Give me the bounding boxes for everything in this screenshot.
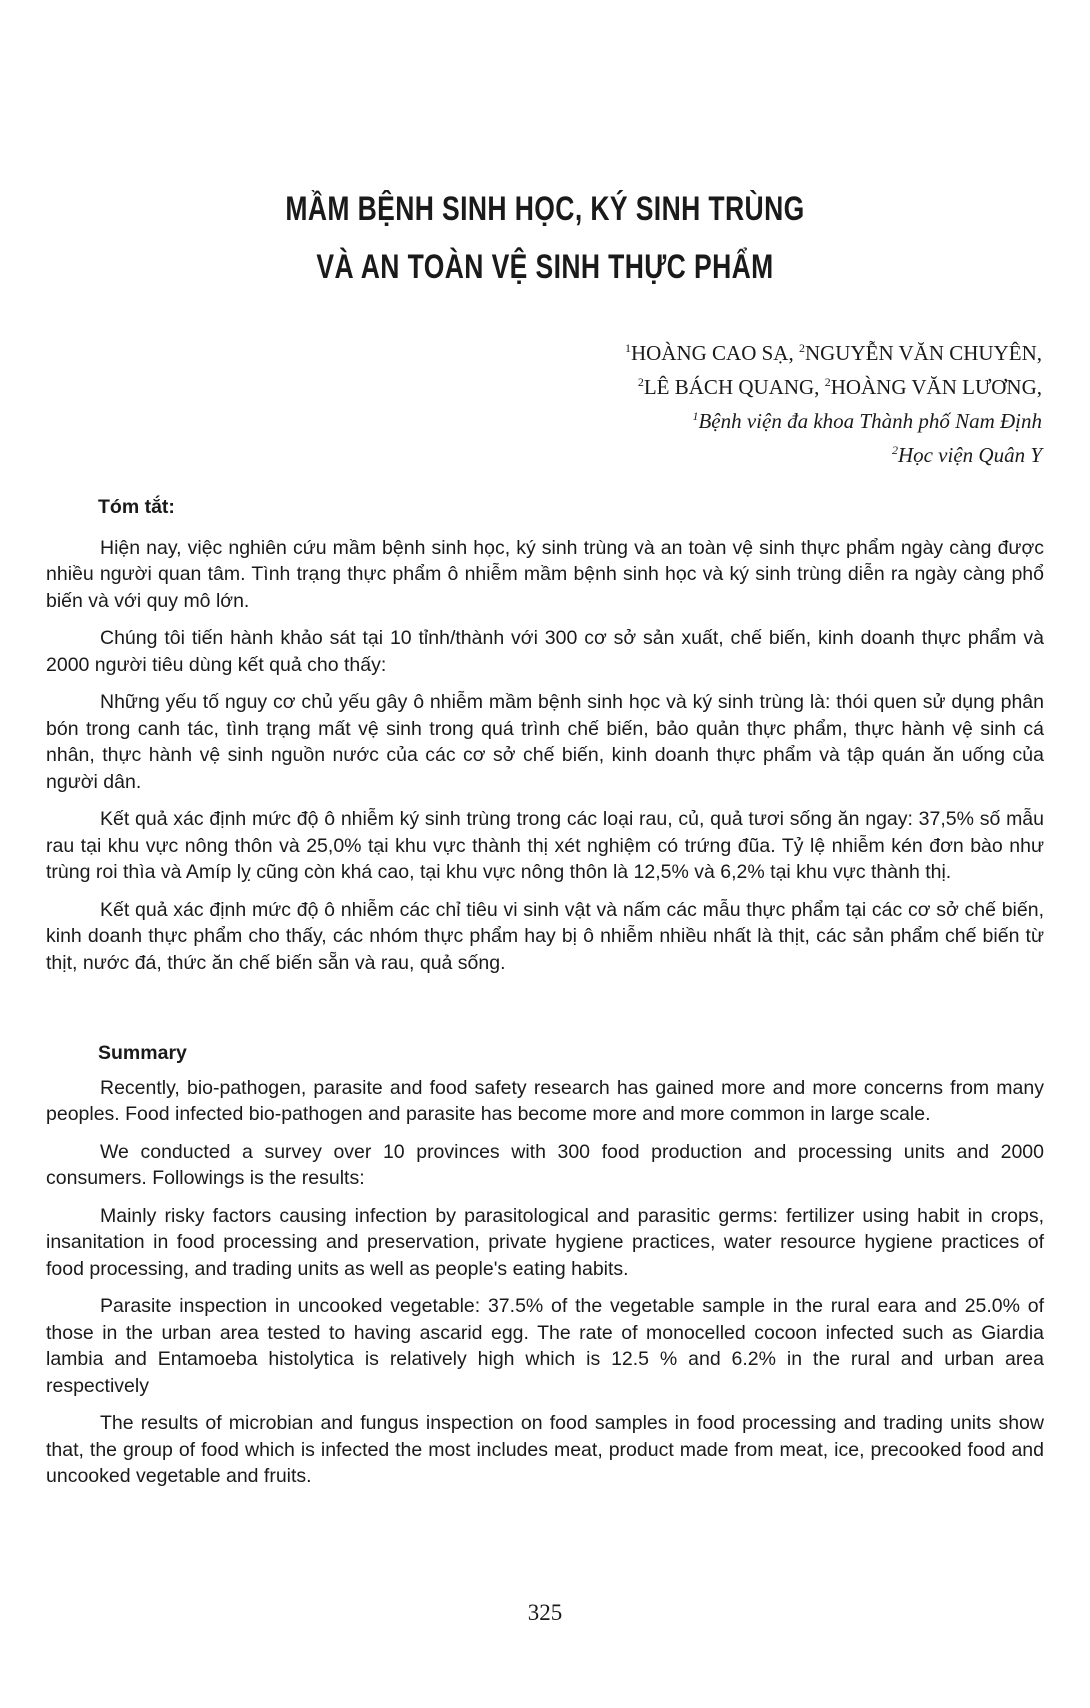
abstract-heading: Tóm tắt: xyxy=(98,496,175,518)
author-name: HOÀNG CAO SẠ, xyxy=(630,341,799,365)
summary-paragraph: Mainly risky factors causing infection by parasitological and parasitic germs: fertilizer using habit in crops, insanitation in food processing and preservation, private hygiene practices, water resource hygiene practices of food processing, and trading units as well as people's eating habits. xyxy=(46,1204,1044,1280)
affiliation-sup: 2 xyxy=(891,443,898,457)
title-line-2: VÀ AN TOÀN VỆ SINH THỰC PHẨM xyxy=(316,248,774,286)
abstract-paragraph: Hiện nay, việc nghiên cứu mầm bệnh sinh học, ký sinh trùng và an toàn vệ sinh thực phẩm ngày càng được nhiều người quan tâm. Tình trạng thực phẩm ô nhiễm mầm bệnh sinh học và ký sinh trùng diễn ra ngày càng phổ biến và với quy mô lớn. xyxy=(46,536,1044,612)
affiliation-2 xyxy=(625,436,1042,470)
affiliation-name: Học viện Quân Y xyxy=(897,443,1042,467)
summary-paragraph: We conducted a survey over 10 provinces with 300 food production and processing units and 2000 consumers. Followings is the results: xyxy=(46,1140,1044,1189)
abstract-paragraph: Kết quả xác định mức độ ô nhiễm các chỉ tiêu vi sinh vật và nấm các mẫu thực phẩm tại các cơ sở chế biến, kinh doanh thực phẩm cho thấy, các nhóm thực phẩm hay bị ô nhiễm nhiều nhất là thịt, các sản phẩm chế biến từ thịt, nước đá, thức ăn chế biến sẵn và rau, quả sống. xyxy=(46,898,1044,974)
title-line-1: MẦM BỆNH SINH HỌC, KÝ SINH TRÙNG xyxy=(285,190,805,228)
summary-paragraph: Recently, bio-pathogen, parasite and food safety research has gained more and more concerns from many peoples. Food infected bio-pathogen and parasite has become more and more common in large scale. xyxy=(46,1076,1044,1125)
author-name: LÊ BÁCH QUANG, xyxy=(643,375,825,399)
affiliation-name: Bệnh viện đa khoa Thành phố Nam Định xyxy=(698,409,1042,433)
affiliation-sup: 1 xyxy=(692,409,699,423)
author-sup: 2 xyxy=(824,375,831,389)
page-number: 325 xyxy=(527,1600,563,1625)
abstract-paragraph: Những yếu tố nguy cơ chủ yếu gây ô nhiễm mầm bệnh sinh học và ký sinh trùng là: thói quen sử dụng phân bón trong canh tác, tình trạng mất vệ sinh trong quá trình chế biến, bảo quản thực phẩm, thực hành vệ sinh cá nhân, thực hành vệ sinh nguồn nước của các cơ sở chế biến, kinh doanh thực phẩm và tập quán ăn uống của người dân. xyxy=(46,691,1044,793)
author-line-2 xyxy=(625,368,1042,402)
summary-paragraph: The results of microbian and fungus inspection on food samples in food processing and trading units show that, the group of food which is infected the most includes meat, product made from meat, ice, precooked food and uncooked vegetable and fruits. xyxy=(46,1412,1044,1487)
author-sup: 1 xyxy=(624,341,631,355)
author-line-1 xyxy=(625,334,1042,368)
abstract-paragraph: Chúng tôi tiến hành khảo sát tại 10 tỉnh/thành với 300 cơ sở sản xuất, chế biến, kinh doanh thực phẩm và 2000 người tiêu dùng kết quả cho thấy: xyxy=(46,627,1044,676)
abstract-paragraph: Kết quả xác định mức độ ô nhiễm ký sinh trùng trong các loại rau, củ, quả tươi sống ăn ngay: 37,5% số mẫu rau tại khu vực nông thôn và 25,0% tại khu vực thành thị xét nghiệm có trứng đũa. Tỷ lệ nhiễm kén đơn bào như trùng roi thìa và Amíp lỵ cũng còn khá cao, tại khu vực nông thôn là 12,5% và 6,2% tại khu vực thành thị. xyxy=(46,808,1044,883)
author-name: NGUYỄN VĂN CHUYÊN, xyxy=(804,341,1042,365)
author-name: HOÀNG VĂN LƯƠNG, xyxy=(830,375,1042,399)
author-sup: 2 xyxy=(637,375,644,389)
affiliation-1 xyxy=(625,402,1042,436)
summary-paragraph: Parasite inspection in uncooked vegetable: 37.5% of the vegetable sample in the rural eara and 25.0% of those in the urban area tested to having ascarid egg. The rate of monocelled cocoon infected such as Giardia lambia and Entamoeba histolytica is relatively high which is 12.5 % and 6.2% in the rural and urban area respectively xyxy=(46,1295,1044,1397)
author-sup: 2 xyxy=(798,341,805,355)
summary-heading: Summary xyxy=(98,1042,187,1064)
abstract-vietnamese xyxy=(46,494,1044,987)
author-block xyxy=(625,334,1042,470)
summary-english xyxy=(46,1040,1044,1501)
article-title xyxy=(120,180,970,296)
